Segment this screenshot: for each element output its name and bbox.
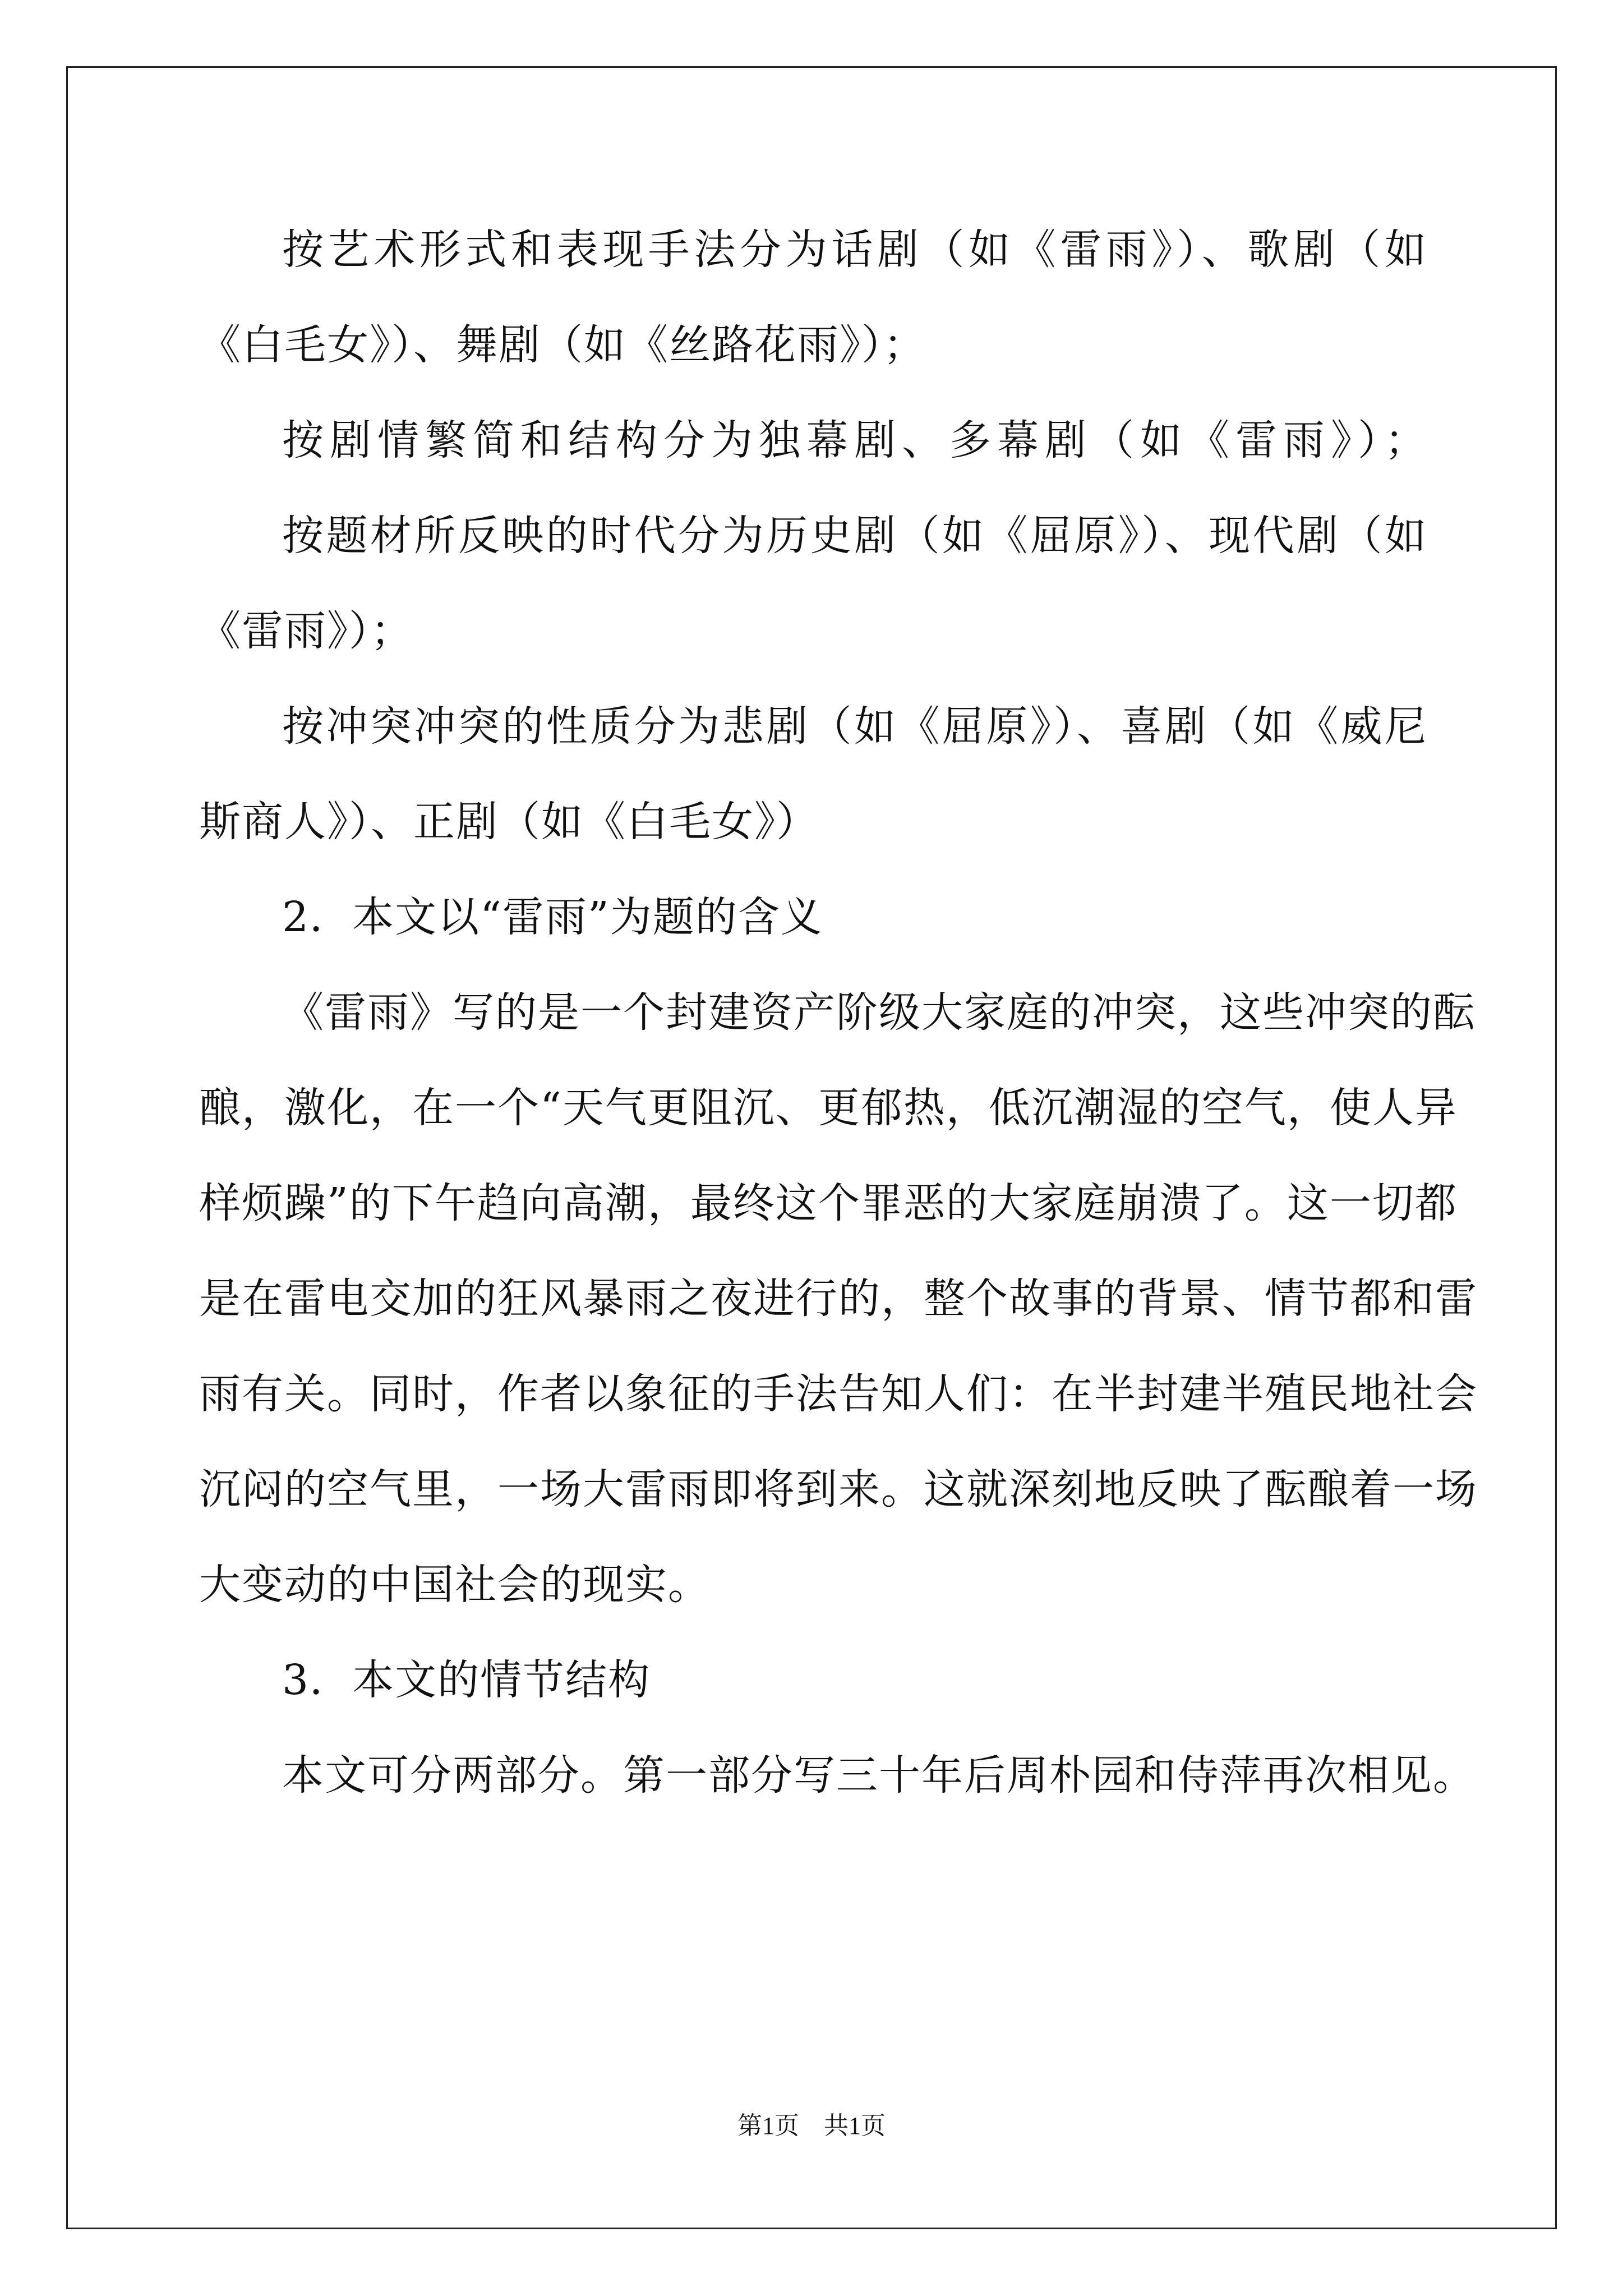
text-line-1: 按艺术形式和表现手法分为话剧（如《雷雨》）、歌剧（如: [282, 226, 1427, 274]
text-line-2: 《白毛女》）、舞剧（如《丝路花雨》）；: [199, 321, 926, 369]
text-line-14: 沉闷的空气里，一场大雷雨即将到来。这就深刻地反映了酝酿着一场: [199, 1465, 1478, 1513]
page-footer: 第1页 共1页: [737, 2112, 886, 2139]
page-border: [66, 66, 1557, 2229]
text-line-15: 大变动的中国社会的现实。: [199, 1561, 711, 1609]
text-line-3: 按剧情繁简和结构分为独幕剧、多幕剧（如《雷雨》）；: [282, 416, 1427, 464]
text-line-10: 酿，激化，在一个“天气更阻沉、更郁热，低沉潮湿的空气，使人异: [199, 1084, 1458, 1132]
text-line-7: 斯商人》）、正剧（如《白毛女》）: [199, 798, 819, 846]
section-heading-3: 3．本文的情节结构: [282, 1656, 651, 1704]
text-line-6: 按冲突冲突的性质分为悲剧（如《屈原》）、喜剧（如《威尼: [282, 702, 1427, 751]
text-line-13: 雨有关。同时，作者以象征的手法告知人们：在半封建半殖民地社会: [199, 1370, 1478, 1418]
text-line-9: 《雷雨》写的是一个封建资产阶级大家庭的冲突，这些冲突的酝: [282, 988, 1476, 1037]
text-line-17: 本文可分两部分。第一部分写三十年后周朴园和侍萍再次相见。: [282, 1751, 1476, 1800]
text-line-5: 《雷雨》）；: [199, 607, 413, 655]
text-line-11: 样烦躁”的下午趋向高潮，最终这个罪恶的大家庭崩溃了。这一切都: [199, 1179, 1458, 1227]
section-heading-2: 2．本文以“雷雨”为题的含义: [282, 893, 823, 941]
text-line-4: 按题材所反映的时代分为历史剧（如《屈原》）、现代剧（如: [282, 512, 1427, 560]
text-line-12: 是在雷电交加的狂风暴雨之夜进行的，整个故事的背景、情节都和雷: [199, 1274, 1478, 1323]
